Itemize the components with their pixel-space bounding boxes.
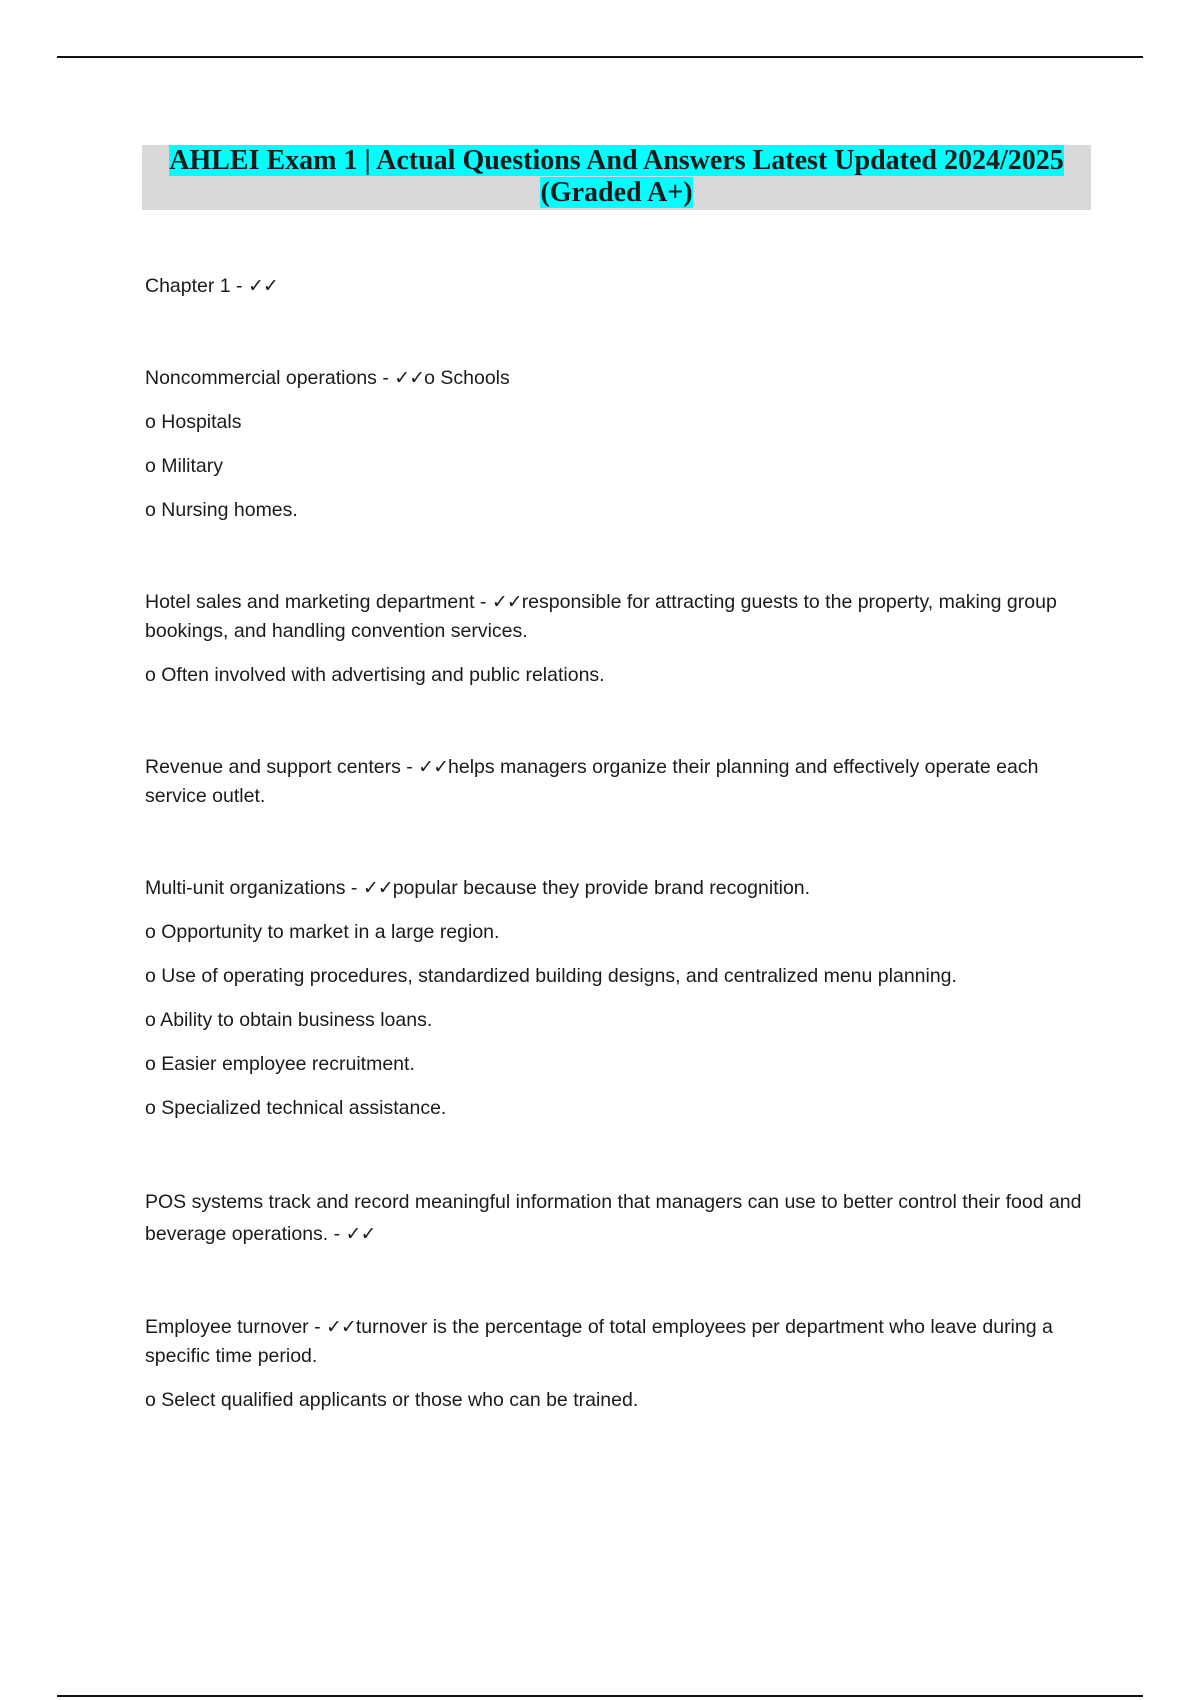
bullet-item: o Hospitals bbox=[145, 411, 242, 433]
bullet-item: o Use of operating procedures, standardized building designs, and centralized menu planning. bbox=[145, 965, 957, 987]
entry-term: Hotel sales and marketing department - bbox=[145, 591, 492, 613]
entry-definition: responsible for attracting guests to the property, making group bookings, and handling convention services. bbox=[145, 591, 1057, 642]
bullet-item: o Opportunity to market in a large region. bbox=[145, 921, 500, 943]
bullet-item: o Military bbox=[145, 455, 224, 477]
entry-definition: o Schools bbox=[424, 367, 510, 389]
bullet-item: o Specialized technical assistance. bbox=[145, 1097, 447, 1119]
entry-term: Chapter 1 - bbox=[145, 275, 248, 297]
entry-hotel-sales-marketing bbox=[145, 588, 1090, 646]
check-mark-icon: ✓✓ bbox=[326, 1316, 356, 1338]
entry-definition: helps managers organize their planning and effectively operate each service outlet. bbox=[145, 756, 1039, 807]
bullet-item: o Often involved with advertising and public relations. bbox=[145, 664, 605, 686]
entry-revenue-support-centers bbox=[145, 753, 1090, 811]
top-rule bbox=[57, 56, 1143, 58]
entry-pos-systems bbox=[145, 1186, 1090, 1250]
entry-employee-turnover bbox=[145, 1313, 1090, 1371]
check-mark-icon: ✓✓ bbox=[345, 1223, 376, 1245]
entry-multi-unit-organizations bbox=[145, 874, 1090, 903]
entry-term: Noncommercial operations - bbox=[145, 367, 395, 389]
check-mark-icon: ✓✓ bbox=[394, 367, 425, 389]
document-body bbox=[145, 272, 1090, 1415]
check-mark-icon: ✓✓ bbox=[362, 877, 393, 899]
entry-noncommercial-operations bbox=[145, 364, 1090, 393]
bullet-item: o Easier employee recruitment. bbox=[145, 1053, 415, 1075]
bullet-item: o Select qualified applicants or those who can be trained. bbox=[145, 1389, 639, 1411]
entry-term: Multi-unit organizations - bbox=[145, 877, 363, 899]
document-title bbox=[142, 145, 1091, 210]
bottom-rule bbox=[57, 1695, 1143, 1697]
entry-definition: turnover is the percentage of total employees per department who leave during a specific time period. bbox=[145, 1316, 1053, 1367]
entry-definition: popular because they provide brand recognition. bbox=[392, 877, 811, 899]
entry-term: POS systems track and record meaningful information that managers can use to better control their food and beverage operations. - bbox=[145, 1191, 1082, 1245]
bullet-item: o Ability to obtain business loans. bbox=[145, 1009, 433, 1031]
check-mark-icon: ✓✓ bbox=[418, 756, 449, 778]
title-line-2: (Graded A+) bbox=[540, 177, 693, 208]
title-line-1: AHLEI Exam 1 | Actual Questions And Answers Latest Updated 2024/2025 bbox=[169, 145, 1064, 176]
check-mark-icon: ✓✓ bbox=[491, 591, 522, 613]
bullet-item: o Nursing homes. bbox=[145, 499, 298, 521]
entry-term: Employee turnover - bbox=[145, 1316, 326, 1338]
check-mark-icon: ✓✓ bbox=[247, 275, 278, 297]
entry-term: Revenue and support centers - bbox=[145, 756, 419, 778]
entry-chapter-1 bbox=[145, 272, 1090, 301]
